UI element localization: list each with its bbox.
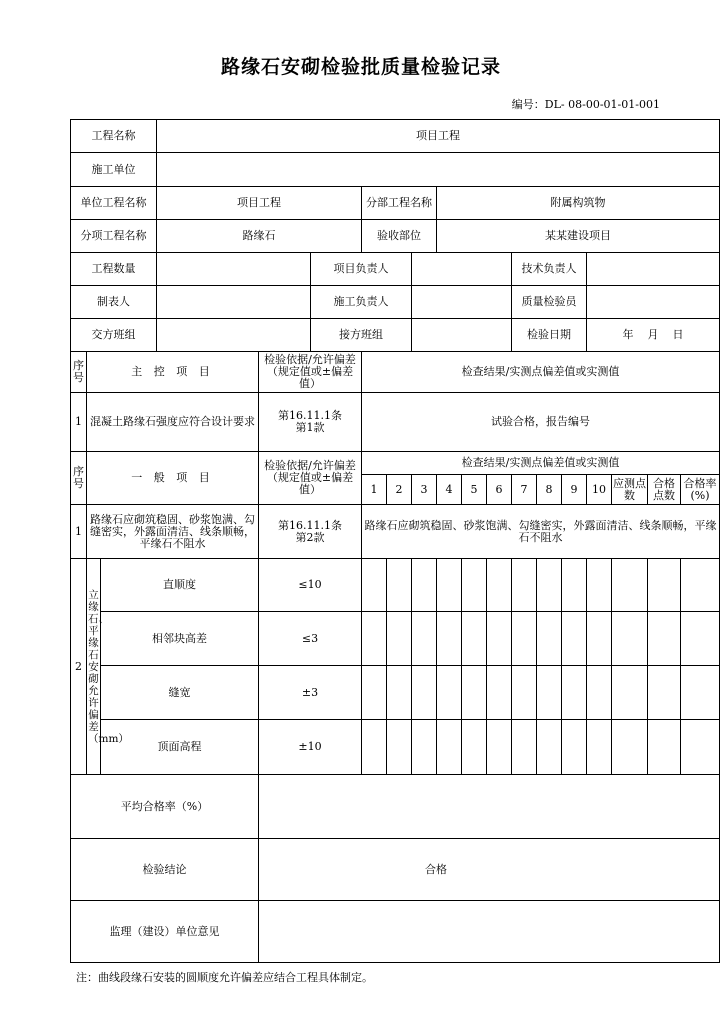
measure-cell[interactable] — [562, 720, 587, 775]
tolerance-group-label: 立缘石、平缘石安砌允许偏差（mm） — [87, 559, 101, 775]
acceptance-part-value[interactable]: 某某建设项目 — [437, 220, 720, 253]
tolerance-item-straightness: 直顺度 — [101, 559, 259, 612]
qualified-points-cell[interactable] — [648, 720, 681, 775]
main-row-basis: 第16.11.1条 第1款 — [259, 393, 362, 452]
measure-cell[interactable] — [562, 666, 587, 720]
measure-cell[interactable] — [487, 612, 512, 666]
unit-project-value[interactable]: 项目工程 — [157, 187, 362, 220]
measure-cell[interactable] — [537, 612, 562, 666]
general-row2-no: 2 — [71, 559, 87, 775]
conclusion-value[interactable]: 合格 — [259, 839, 720, 901]
measure-cell[interactable] — [412, 612, 437, 666]
project-lead-label: 项目负责人 — [311, 253, 412, 286]
avg-rate-value[interactable] — [259, 775, 720, 839]
qualified-points-header: 合格点数 — [648, 475, 681, 505]
item-project-label: 分项工程名称 — [71, 220, 157, 253]
takeover-team-value[interactable] — [412, 319, 512, 352]
measure-cell[interactable] — [512, 666, 537, 720]
preparer-label: 制表人 — [71, 286, 157, 319]
qualified-points-cell[interactable] — [648, 559, 681, 612]
should-measure-header: 应测点数 — [612, 475, 648, 505]
measure-cell[interactable] — [462, 612, 487, 666]
quality-inspector-value[interactable] — [587, 286, 720, 319]
tolerance-item-adjacent-height: 相邻块高差 — [101, 612, 259, 666]
pass-rate-cell[interactable] — [681, 720, 720, 775]
measure-cell[interactable] — [362, 559, 387, 612]
quantity-label: 工程数量 — [71, 253, 157, 286]
project-name-value[interactable]: 项目工程 — [157, 120, 720, 153]
measure-cell[interactable] — [487, 666, 512, 720]
pass-rate-cell[interactable] — [681, 612, 720, 666]
construction-lead-value[interactable] — [412, 286, 512, 319]
project-lead-value[interactable] — [412, 253, 512, 286]
construction-lead-label: 施工负责人 — [311, 286, 412, 319]
tolerance-value-top-elevation: ±10 — [259, 720, 362, 775]
inspection-date-value[interactable]: 年 月 日 — [587, 319, 720, 352]
point-2: 2 — [387, 475, 412, 505]
measure-cell[interactable] — [387, 612, 412, 666]
point-4: 4 — [437, 475, 462, 505]
qualified-points-cell[interactable] — [648, 666, 681, 720]
supervision-label: 监理（建设）单位意见 — [71, 901, 259, 963]
measure-cell[interactable] — [587, 666, 612, 720]
measure-cell[interactable] — [487, 559, 512, 612]
quality-inspector-label: 质量检验员 — [512, 286, 587, 319]
supervision-value[interactable] — [259, 901, 720, 963]
measure-cell[interactable] — [562, 612, 587, 666]
measure-cell[interactable] — [437, 666, 462, 720]
pass-rate-cell[interactable] — [681, 666, 720, 720]
measure-cell[interactable] — [387, 559, 412, 612]
tech-lead-value[interactable] — [587, 253, 720, 286]
measure-cell[interactable] — [362, 720, 387, 775]
point-9: 9 — [562, 475, 587, 505]
main-control-header: 主 控 项 目 — [87, 352, 259, 393]
measure-cell[interactable] — [362, 666, 387, 720]
tolerance-item-top-elevation: 顶面高程 — [101, 720, 259, 775]
tech-lead-label: 技术负责人 — [512, 253, 587, 286]
tolerance-value-joint-width: ±3 — [259, 666, 362, 720]
main-row-no: 1 — [71, 393, 87, 452]
project-name-label: 工程名称 — [71, 120, 157, 153]
should-measure-cell[interactable] — [612, 666, 648, 720]
sub-project-label: 分部工程名称 — [362, 187, 437, 220]
unit-project-label: 单位工程名称 — [71, 187, 157, 220]
main-row-result[interactable]: 试验合格，报告编号 — [362, 393, 720, 452]
measure-cell[interactable] — [512, 559, 537, 612]
handover-team-label: 交方班组 — [71, 319, 157, 352]
point-8: 8 — [537, 475, 562, 505]
avg-rate-label: 平均合格率（%） — [71, 775, 259, 839]
general-seq-header: 序号 — [71, 452, 87, 505]
takeover-team-label: 接方班组 — [311, 319, 412, 352]
general-header: 一 般 项 目 — [87, 452, 259, 505]
inspection-form-table — [70, 119, 720, 963]
item-project-value[interactable]: 路缘石 — [157, 220, 362, 253]
should-measure-cell[interactable] — [612, 720, 648, 775]
measure-cell[interactable] — [462, 666, 487, 720]
measure-cell[interactable] — [537, 559, 562, 612]
general-row1-no: 1 — [71, 505, 87, 559]
general-row1-basis: 第16.11.1条 第2款 — [259, 505, 362, 559]
qualified-points-cell[interactable] — [648, 612, 681, 666]
result-header: 检查结果/实测点偏差值或实测值 — [362, 352, 720, 393]
measure-cell[interactable] — [587, 559, 612, 612]
measure-cell[interactable] — [412, 720, 437, 775]
measure-cell[interactable] — [437, 559, 462, 612]
measure-cell[interactable] — [437, 720, 462, 775]
basis-header: 检验依据/允许偏差（规定值或±偏差值） — [259, 352, 362, 393]
construction-unit-value[interactable] — [157, 153, 720, 187]
sub-project-value[interactable]: 附属构筑物 — [437, 187, 720, 220]
point-3: 3 — [412, 475, 437, 505]
general-row1-item: 路缘石应砌筑稳固、砂浆饱满、勾缝密实，外露面清洁、线条顺畅，平缘石不阻水 — [87, 505, 259, 559]
measure-cell[interactable] — [512, 720, 537, 775]
seq-header: 序号 — [71, 352, 87, 393]
measure-cell[interactable] — [387, 666, 412, 720]
point-5: 5 — [462, 475, 487, 505]
point-6: 6 — [487, 475, 512, 505]
form-title: 路缘石安砌检验批质量检验记录 — [220, 56, 501, 78]
tolerance-value-straightness: ≤10 — [259, 559, 362, 612]
footnote: 注：曲线段缘石安装的圆顺度允许偏差应结合工程具体制定。 — [76, 971, 373, 984]
quantity-value[interactable] — [157, 253, 311, 286]
general-basis-header: 检验依据/允许偏差（规定值或±偏差值） — [259, 452, 362, 505]
document-code: 编号：DL- 08-00-01-01-001 — [511, 98, 660, 111]
measure-cell[interactable] — [387, 720, 412, 775]
general-result-header: 检查结果/实测点偏差值或实测值 — [362, 452, 720, 475]
tolerance-value-adjacent-height: ≤3 — [259, 612, 362, 666]
general-row1-result[interactable]: 路缘石应砌筑稳固、砂浆饱满、勾缝密实，外露面清洁、线条顺畅，平缘石不阻水 — [362, 505, 720, 559]
preparer-value[interactable] — [157, 286, 311, 319]
acceptance-part-label: 验收部位 — [362, 220, 437, 253]
measure-cell[interactable] — [462, 720, 487, 775]
measure-cell[interactable] — [412, 559, 437, 612]
pass-rate-cell[interactable] — [681, 559, 720, 612]
measure-cell[interactable] — [412, 666, 437, 720]
should-measure-cell[interactable] — [612, 559, 648, 612]
tolerance-item-joint-width: 缝宽 — [101, 666, 259, 720]
should-measure-cell[interactable] — [612, 612, 648, 666]
measure-cell[interactable] — [462, 559, 487, 612]
point-1: 1 — [362, 475, 387, 505]
point-7: 7 — [512, 475, 537, 505]
measure-cell[interactable] — [487, 720, 512, 775]
measure-cell[interactable] — [362, 612, 387, 666]
measure-cell[interactable] — [512, 612, 537, 666]
point-10: 10 — [587, 475, 612, 505]
conclusion-label: 检验结论 — [71, 839, 259, 901]
measure-cell[interactable] — [587, 720, 612, 775]
measure-cell[interactable] — [562, 559, 587, 612]
main-row-item: 混凝土路缘石强度应符合设计要求 — [87, 393, 259, 452]
inspection-date-label: 检验日期 — [512, 319, 587, 352]
measure-cell[interactable] — [587, 612, 612, 666]
handover-team-value[interactable] — [157, 319, 311, 352]
measure-cell[interactable] — [537, 720, 562, 775]
measure-cell[interactable] — [537, 666, 562, 720]
construction-unit-label: 施工单位 — [71, 153, 157, 187]
pass-rate-header: 合格率(%) — [681, 475, 720, 505]
measure-cell[interactable] — [437, 612, 462, 666]
